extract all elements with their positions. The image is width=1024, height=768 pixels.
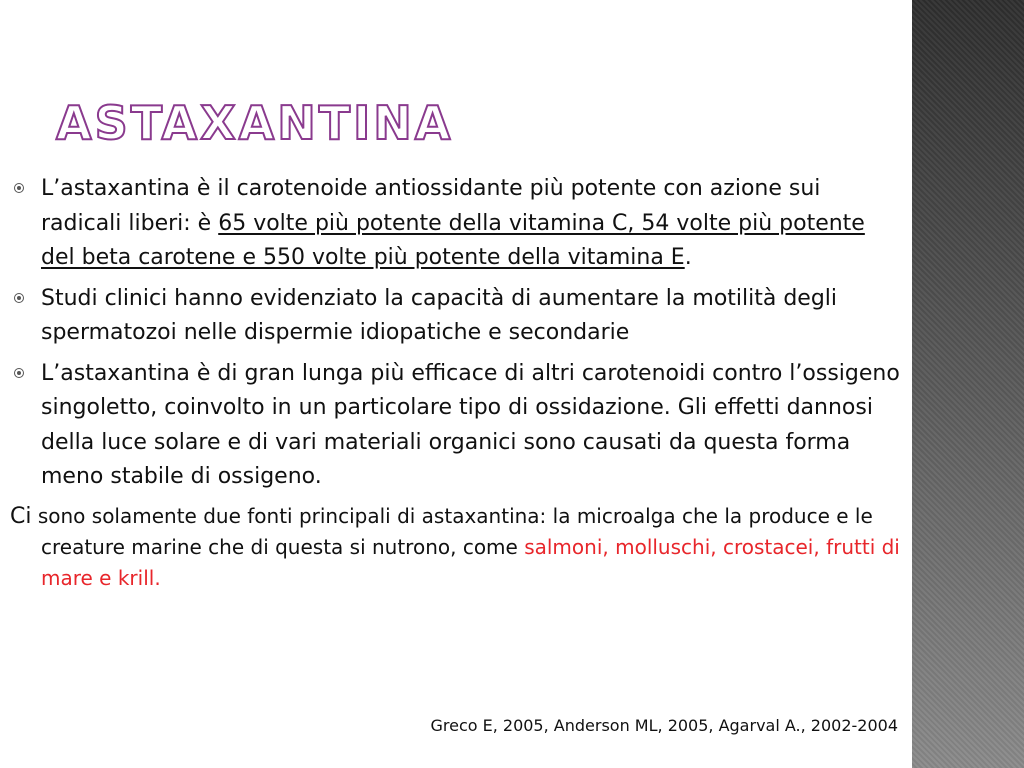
note-paragraph	[10, 501, 900, 594]
bullet-underlined-text: 65 volte più potente della vitamina C, 54 volte più potente del beta carotene e 550 volte più potente della vitamina E	[41, 210, 865, 270]
bullet-item	[10, 172, 900, 276]
note-text: sono solamente due fonti principali di astaxantina: la microalga che la produce e le creature marine che di questa si nutrono, come	[31, 503, 873, 559]
slide-title: ASTAXANTINA	[56, 96, 454, 150]
note-highlight: salmoni, molluschi, crostacei, frutti di mare e krill.	[41, 534, 900, 590]
bullet-circle-icon	[14, 183, 24, 193]
bullet-item	[10, 357, 900, 495]
bullet-circle-icon	[14, 293, 24, 303]
bullet-text: L’astaxantina è il carotenoide antiossidante più potente con azione sui radicali liberi: è	[41, 176, 821, 236]
bullet-text: Studi clinici hanno evidenziato la capacità di aumentare la motilità degli spermatozoi nelle dispermie idiopatiche e secondarie	[41, 285, 838, 345]
bullet-circle-icon	[14, 368, 24, 378]
bullet-item	[10, 282, 900, 351]
slide-content	[10, 172, 900, 594]
decorative-side-bar	[912, 0, 1024, 768]
bullet-text: L’astaxantina è di gran lunga più efficace di altri carotenoidi contro l’ossigeno singoletto, coinvolto in un particolare tipo di ossidazione. Gli effetti dannosi della luce solare e di vari materiali organici sono causati da questa forma meno stabile di ossigeno.	[41, 360, 900, 489]
note-first-word: Ci	[10, 503, 32, 529]
reference-citation: Greco E, 2005, Anderson ML, 2005, Agarval A., 2002-2004	[430, 716, 898, 735]
bullet-text-end: .	[684, 245, 692, 270]
